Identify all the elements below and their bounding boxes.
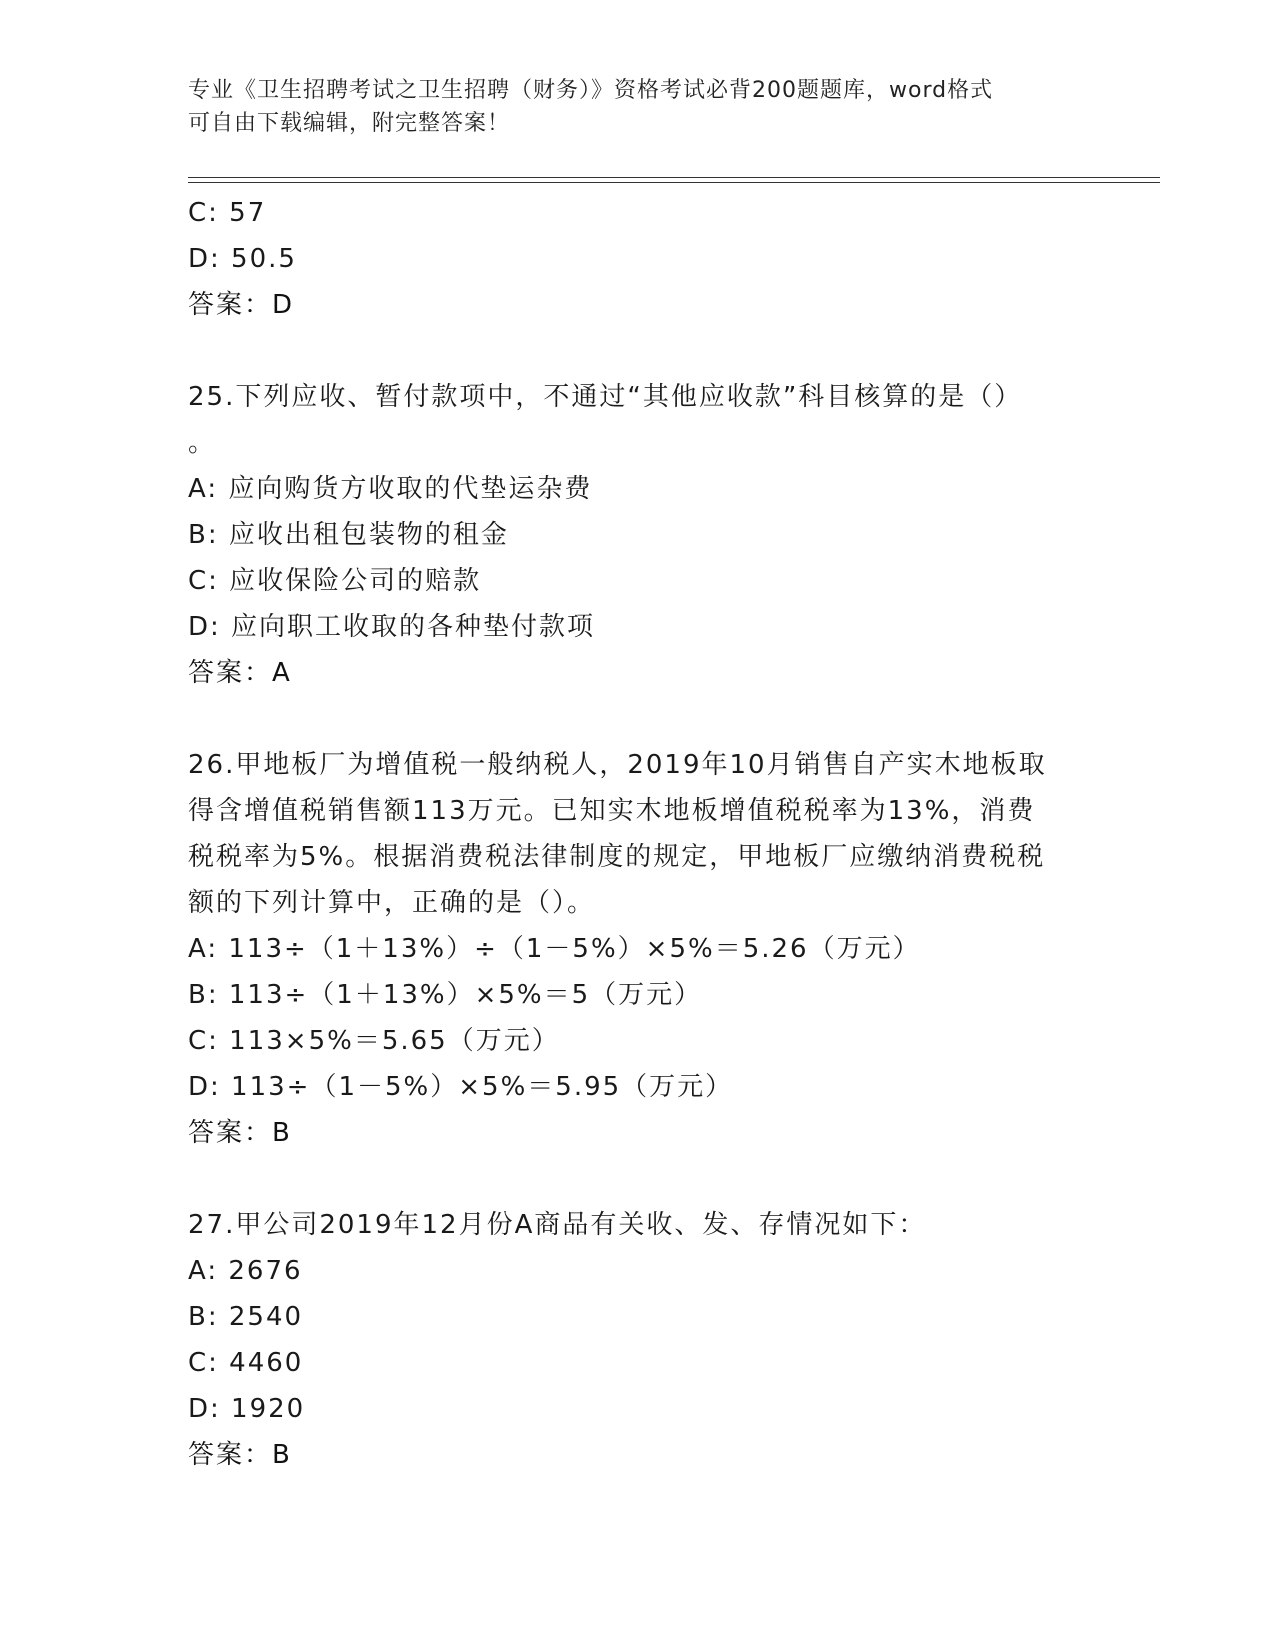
answer-line: 答案：B [188,1440,292,1470]
option-a: A: 113÷（1＋13%）÷（1－5%）×5%＝5.26（万元） [188,934,921,964]
spacer [188,328,1088,374]
option-c: C: 应收保险公司的赔款 [188,566,482,596]
question-26 [188,742,1088,1156]
option-a: A: 应向购货方收取的代垫运杂费 [188,474,593,504]
document-body [188,190,1088,1478]
option-d: D: 50.5 [188,244,297,274]
header-title-line-2: 可自由下载编辑，附完整答案！ [188,111,511,136]
option-d: D: 1920 [188,1394,306,1424]
answer-line: 答案：B [188,1118,292,1148]
header-divider [188,177,1160,183]
question-stem-line: 。 [188,428,217,458]
option-c: C: 4460 [188,1348,304,1378]
question-stem-line: 额的下列计算中，正确的是（）。 [188,888,596,918]
answer-line: 答案：A [188,658,292,688]
option-a: A: 2676 [188,1256,303,1286]
option-d: D: 113÷（1－5%）×5%＝5.95（万元） [188,1072,734,1102]
question-stem-line: 27.甲公司2019年12月份A商品有关收、发、存情况如下： [188,1210,927,1240]
question-stem-line: 得含增值税销售额113万元。已知实木地板增值税税率为13%，消费 [188,796,1036,826]
document-header [188,74,1088,140]
option-d: D: 应向职工收取的各种垫付款项 [188,612,596,642]
option-b: B: 113÷（1＋13%）×5%＝5（万元） [188,980,703,1010]
option-c: C: 113×5%＝5.65（万元） [188,1026,560,1056]
option-b: B: 应收出租包装物的租金 [188,520,509,550]
header-title-line-1: 专业《卫生招聘考试之卫生招聘（财务）》资格考试必背200题题库，word格式 [188,78,994,103]
question-stem-line: 26.甲地板厂为增值税一般纳税人，2019年10月销售自产实木地板取 [188,750,1047,780]
option-c: C: 57 [188,198,267,228]
question-25 [188,374,1088,696]
spacer [188,696,1088,742]
question-stem-line: 25.下列应收、暂付款项中，不通过“其他应收款”科目核算的是（） [188,382,1023,412]
question-24-tail [188,190,1088,328]
answer-line: 答案：D [188,290,295,320]
question-stem-line: 税税率为5%。根据消费税法律制度的规定，甲地板厂应缴纳消费税税 [188,842,1046,872]
question-27 [188,1202,1088,1478]
option-b: B: 2540 [188,1302,304,1332]
spacer [188,1156,1088,1202]
